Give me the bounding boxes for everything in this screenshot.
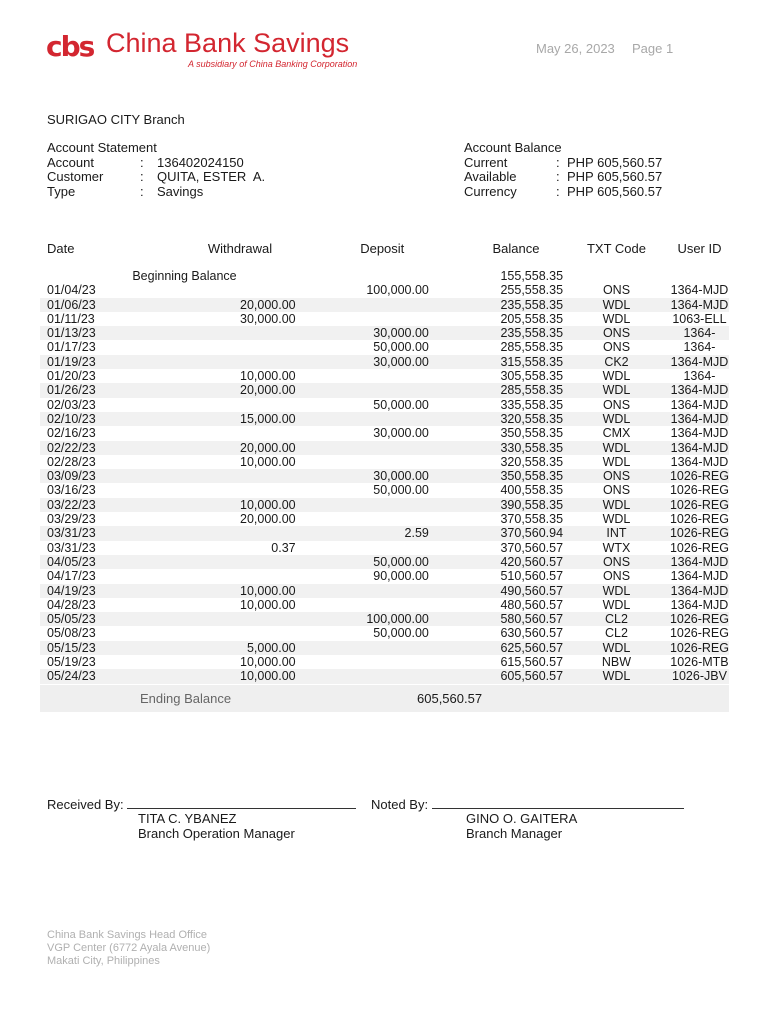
received-by-signatory [138, 812, 338, 841]
cell-deposit [296, 298, 429, 312]
cell-txt-code: WDL [602, 311, 631, 326]
cell-balance: 480,560.57 [500, 597, 564, 612]
cell-balance: 370,560.94 [429, 526, 563, 540]
cell-deposit: 2.59 [296, 526, 429, 540]
cell-date: 03/22/23 [40, 498, 124, 512]
table-row [40, 455, 729, 469]
cell-txt-code: WDL [602, 454, 631, 469]
available-balance-row [464, 170, 662, 185]
cell-withdrawal: 20,000.00 [124, 441, 295, 455]
cell-user-id: 1364-MJD [670, 397, 729, 412]
cell-deposit: 30,000.00 [296, 326, 429, 340]
cell-balance: 615,560.57 [500, 655, 564, 670]
cell-date: 04/05/23 [40, 555, 124, 569]
cell-txt-code: WDL [602, 369, 631, 384]
available-balance: PHP 605,560.57 [567, 169, 663, 184]
cell-user-id: 1063-ELL [672, 311, 727, 326]
cell-txt-code: WDL [563, 412, 670, 426]
cell-txt-code: WDL [563, 584, 670, 598]
cell-withdrawal [124, 355, 295, 369]
cell-balance: 510,560.57 [500, 569, 564, 584]
cell-txt-code: ONS [602, 569, 631, 584]
cell-withdrawal: 20,000.00 [240, 512, 296, 527]
cell-txt-code: ONS [602, 283, 631, 298]
cell-balance: 330,558.35 [429, 441, 563, 455]
cell-withdrawal [124, 569, 295, 583]
cell-balance: 235,558.35 [429, 326, 563, 340]
cell-user-id: 1364-MJD [670, 554, 729, 569]
cell-balance: 235,558.35 [429, 298, 563, 312]
ending-balance-label: Ending Balance [140, 691, 232, 706]
field-label: Type [47, 183, 76, 199]
cell-txt-code: WDL [563, 669, 670, 683]
account-number: 136402024150 [157, 154, 244, 170]
cell-date: 04/17/23 [47, 569, 96, 584]
cell-balance: 605,560.57 [429, 669, 563, 683]
cell-deposit [296, 441, 429, 455]
cell-deposit: 30,000.00 [296, 469, 429, 483]
cell-date: 01/13/23 [40, 326, 124, 340]
cell-deposit: 100,000.00 [296, 612, 429, 626]
cell-user-id: 1364-MJD [670, 583, 729, 598]
field-separator: : [556, 183, 560, 199]
signature-line [127, 797, 356, 809]
cell-txt-code: WDL [563, 441, 670, 455]
column-header-deposit: Deposit [360, 240, 405, 256]
table-row [40, 469, 729, 483]
table-row [40, 441, 729, 455]
ending-balance-row [40, 685, 729, 712]
cell-txt-code: WDL [602, 512, 631, 527]
cell-user-id: 1364-MJD [670, 411, 729, 426]
column-header-withdrawal: Withdrawal [207, 240, 273, 256]
cell-date: 02/16/23 [47, 426, 96, 441]
customer-row [47, 170, 265, 185]
account-balance-info [464, 141, 662, 199]
cell-date: 01/04/23 [47, 283, 96, 298]
cell-deposit [296, 655, 429, 669]
cell-withdrawal [124, 526, 295, 540]
table-row [40, 598, 729, 612]
cell-balance: 350,558.35 [429, 469, 563, 483]
cell-withdrawal: 10,000.00 [124, 498, 295, 512]
table-row [40, 340, 729, 354]
table-row [40, 298, 729, 312]
cell-withdrawal [124, 398, 295, 412]
table-row [40, 555, 729, 569]
cell-date: 04/19/23 [40, 584, 124, 598]
table-row [40, 612, 729, 626]
cell-user-id: 1364-MJD [670, 383, 729, 398]
cell-date: 01/06/23 [40, 298, 124, 312]
cell-balance: 370,558.35 [500, 512, 564, 527]
account-statement-info [47, 141, 265, 199]
cell-txt-code: ONS [563, 469, 670, 483]
cell-deposit: 30,000.00 [296, 355, 429, 369]
cell-withdrawal [124, 426, 295, 440]
cell-deposit [296, 312, 429, 326]
noted-by-label: Noted By: [371, 797, 429, 812]
cell-deposit: 50,000.00 [373, 626, 429, 641]
signature-line [432, 797, 684, 809]
footer-line: Makati City, Philippines [47, 955, 160, 967]
cell-user-id: 1026-REG [669, 640, 729, 655]
account-balance-title: Account Balance [464, 140, 562, 155]
cell-deposit [296, 598, 429, 612]
field-separator: : [556, 169, 560, 184]
cell-withdrawal [124, 326, 295, 340]
cell-user-id: 1026-REG [669, 540, 729, 555]
field-label: Current [464, 154, 508, 170]
cell-date: 04/28/23 [47, 597, 96, 612]
cell-deposit [296, 383, 429, 397]
cell-txt-code: CMX [602, 426, 631, 441]
received-by-title: Branch Operation Manager [138, 825, 295, 841]
cell-txt-code: CL2 [563, 612, 670, 626]
cell-withdrawal: 0.37 [271, 540, 296, 555]
cell-date: 01/17/23 [47, 340, 96, 355]
cell-date: 03/09/23 [40, 469, 124, 483]
cell-txt-code: NBW [601, 655, 632, 670]
cell-deposit: 50,000.00 [373, 397, 429, 412]
table-row [40, 283, 729, 297]
cell-user-id: 1026-REG [669, 512, 729, 527]
account-type-row [47, 185, 265, 200]
cell-user-id: 1364-MJD [670, 426, 729, 441]
table-row [40, 369, 729, 383]
cell-date: 05/19/23 [47, 655, 96, 670]
account-statement-title: Account Statement [47, 140, 157, 155]
cell-user-id: 1026-REG [669, 469, 729, 484]
table-header-row [40, 241, 729, 269]
table-row [40, 526, 729, 540]
cell-balance: 370,560.57 [500, 540, 564, 555]
cell-withdrawal: 10,000.00 [240, 454, 296, 469]
field-label: Currency [464, 183, 517, 199]
table-row [40, 398, 729, 412]
cell-withdrawal: 5,000.00 [124, 641, 295, 655]
currency-value: PHP 605,560.57 [567, 183, 663, 199]
cell-balance: 350,558.35 [500, 426, 564, 441]
cell-date: 05/08/23 [47, 626, 96, 641]
cell-date: 02/03/23 [47, 397, 96, 412]
footer-line: VGP Center (6772 Ayala Avenue) [47, 942, 211, 954]
cell-txt-code: ONS [602, 483, 631, 498]
cell-deposit [296, 369, 429, 383]
cell-deposit [296, 669, 429, 683]
table-row [40, 626, 729, 640]
field-label: Account [47, 154, 94, 170]
cell-user-id: 1026-JBV [670, 669, 729, 683]
column-header-txt-code: TXT Code [586, 240, 646, 256]
field-separator: : [140, 183, 144, 199]
cell-balance: 420,560.57 [429, 555, 563, 569]
cell-withdrawal: 10,000.00 [240, 597, 296, 612]
cell-date: 03/16/23 [47, 483, 96, 498]
cell-withdrawal [124, 626, 295, 640]
cell-date: 05/24/23 [40, 669, 124, 683]
field-separator: : [556, 154, 560, 170]
cell-user-id: 1364- [670, 326, 729, 340]
cell-withdrawal [124, 469, 295, 483]
current-balance-row [464, 156, 662, 171]
table-row [40, 512, 729, 526]
column-header-balance: Balance [492, 240, 540, 256]
cell-withdrawal: 10,000.00 [124, 584, 295, 598]
cell-deposit: 50,000.00 [373, 340, 429, 355]
cell-user-id: 1364-MJD [670, 597, 729, 612]
cell-date: 05/05/23 [40, 612, 124, 626]
table-row [40, 541, 729, 555]
cell-deposit [296, 541, 429, 555]
cell-deposit: 30,000.00 [373, 426, 429, 441]
cell-deposit: 50,000.00 [296, 555, 429, 569]
table-row [40, 584, 729, 598]
cell-withdrawal [124, 340, 295, 354]
cell-withdrawal: 30,000.00 [240, 311, 296, 326]
beginning-balance-row [40, 269, 729, 283]
table-row [40, 355, 729, 369]
cell-balance: 580,560.57 [429, 612, 563, 626]
account-number-row [47, 156, 265, 171]
cell-balance: 305,558.35 [500, 369, 564, 384]
field-label: Customer [47, 169, 104, 184]
cell-txt-code: WTX [602, 540, 631, 555]
cell-withdrawal [124, 612, 295, 626]
column-header-user-id: User ID [677, 240, 722, 256]
cell-withdrawal: 20,000.00 [124, 383, 295, 397]
received-by-name: TITA C. YBANEZ [138, 811, 237, 826]
cell-date: 02/10/23 [40, 412, 124, 426]
cell-user-id: 1364- [683, 340, 716, 355]
table-row [40, 669, 729, 683]
currency-row [464, 185, 662, 200]
table-row [40, 312, 729, 326]
cell-date: 02/22/23 [40, 441, 124, 455]
cell-user-id: 1026-MTB [670, 655, 729, 670]
cell-user-id: 1026-REG [669, 483, 729, 498]
table-row [40, 569, 729, 583]
cell-user-id: 1026-REG [669, 626, 729, 641]
cell-txt-code: WDL [563, 383, 670, 397]
cell-user-id: 1364-MJD [670, 297, 729, 312]
cell-user-id: 1364-MJD [670, 569, 729, 584]
table-row [40, 326, 729, 340]
cell-txt-code: CK2 [563, 355, 670, 369]
noted-by-title: Branch Manager [466, 825, 563, 841]
cell-balance: 285,558.35 [500, 340, 564, 355]
noted-by-signatory [466, 812, 666, 841]
cell-deposit: 100,000.00 [366, 283, 429, 298]
cell-withdrawal [124, 283, 295, 297]
cell-balance: 205,558.35 [500, 311, 564, 326]
noted-by-name: GINO O. GAITERA [466, 811, 578, 826]
cell-user-id: 1026-REG [669, 497, 729, 512]
cell-txt-code: INT [563, 526, 670, 540]
cell-deposit: 50,000.00 [373, 483, 429, 498]
customer-name: QUITA, ESTER A. [157, 169, 266, 184]
cell-balance: 315,558.35 [429, 355, 563, 369]
table-row [40, 641, 729, 655]
cell-date: 01/26/23 [40, 383, 124, 397]
current-balance: PHP 605,560.57 [567, 154, 663, 170]
statement-date: May 26, 2023 [536, 41, 615, 56]
cell-deposit [296, 455, 429, 469]
cell-balance: 285,558.35 [429, 383, 563, 397]
cell-txt-code: ONS [563, 555, 670, 569]
field-separator: : [140, 169, 144, 184]
beginning-balance-label: Beginning Balance [132, 269, 237, 283]
cell-user-id: 1364-MJD [670, 283, 729, 298]
cell-user-id: 1364-MJD [670, 454, 729, 469]
logo-mark: cbs [46, 30, 94, 63]
brand-name: China Bank Savings [106, 28, 350, 58]
cell-user-id: 1026-REG [669, 612, 729, 627]
column-header-date: Date [47, 240, 75, 256]
cell-txt-code: ONS [602, 397, 631, 412]
cell-txt-code: WDL [563, 298, 670, 312]
cell-txt-code: CL2 [605, 626, 628, 641]
cell-withdrawal [124, 483, 295, 497]
field-label: Available [464, 169, 517, 184]
cell-deposit: 90,000.00 [373, 569, 429, 584]
table-row [40, 383, 729, 397]
table-row [40, 498, 729, 512]
table-row [40, 426, 729, 440]
cell-withdrawal: 15,000.00 [124, 412, 295, 426]
cell-user-id: 1026-REG [669, 526, 729, 541]
cell-date: 03/31/23 [47, 540, 96, 555]
cell-deposit [296, 412, 429, 426]
cell-balance: 490,560.57 [429, 584, 563, 598]
cell-deposit [296, 512, 429, 526]
cell-user-id: 1364- [683, 369, 716, 384]
cell-txt-code: WDL [563, 641, 670, 655]
cell-balance: 625,560.57 [429, 641, 563, 655]
head-office-address [47, 929, 210, 968]
cell-date: 02/28/23 [47, 454, 96, 469]
table-row [40, 655, 729, 669]
footer-line: China Bank Savings Head Office [47, 929, 207, 941]
cell-date: 01/19/23 [40, 355, 124, 369]
page-number: Page 1 [632, 41, 674, 56]
cell-deposit [296, 498, 429, 512]
cell-balance: 335,558.35 [500, 397, 564, 412]
cell-date: 01/20/23 [47, 369, 96, 384]
cell-user-id: 1364-MJD [670, 354, 729, 369]
cell-date: 05/15/23 [40, 641, 124, 655]
received-by-label: Received By: [47, 797, 124, 812]
cell-txt-code: WDL [602, 597, 631, 612]
beginning-balance-value: 155,558.35 [500, 269, 564, 283]
cell-withdrawal [124, 555, 295, 569]
table-row [40, 483, 729, 497]
branch-name: SURIGAO CITY Branch [47, 112, 185, 127]
account-type: Savings [157, 183, 204, 199]
ending-balance-value: 605,560.57 [417, 691, 483, 706]
cell-balance: 320,558.35 [429, 412, 563, 426]
cell-withdrawal: 20,000.00 [124, 298, 295, 312]
cell-date: 01/11/23 [47, 311, 95, 326]
transactions-table [40, 241, 729, 684]
cell-balance: 390,558.35 [429, 498, 563, 512]
cell-txt-code: ONS [602, 340, 631, 355]
cell-withdrawal: 10,000.00 [240, 369, 296, 384]
brand-tagline: A subsidiary of China Banking Corporation [188, 59, 358, 69]
cell-date: 03/31/23 [40, 526, 124, 540]
cell-deposit [296, 641, 429, 655]
cell-date: 03/29/23 [47, 512, 96, 527]
table-row [40, 412, 729, 426]
cell-withdrawal: 10,000.00 [124, 669, 295, 683]
cell-balance: 630,560.57 [500, 626, 564, 641]
cell-user-id: 1364-MJD [670, 440, 729, 455]
field-separator: : [140, 154, 144, 170]
cell-withdrawal: 10,000.00 [240, 655, 296, 670]
cell-txt-code: ONS [563, 326, 670, 340]
cell-balance: 255,558.35 [500, 283, 564, 298]
cell-txt-code: WDL [563, 498, 670, 512]
cell-deposit [296, 584, 429, 598]
cell-balance: 400,558.35 [500, 483, 564, 498]
cell-balance: 320,558.35 [500, 454, 564, 469]
